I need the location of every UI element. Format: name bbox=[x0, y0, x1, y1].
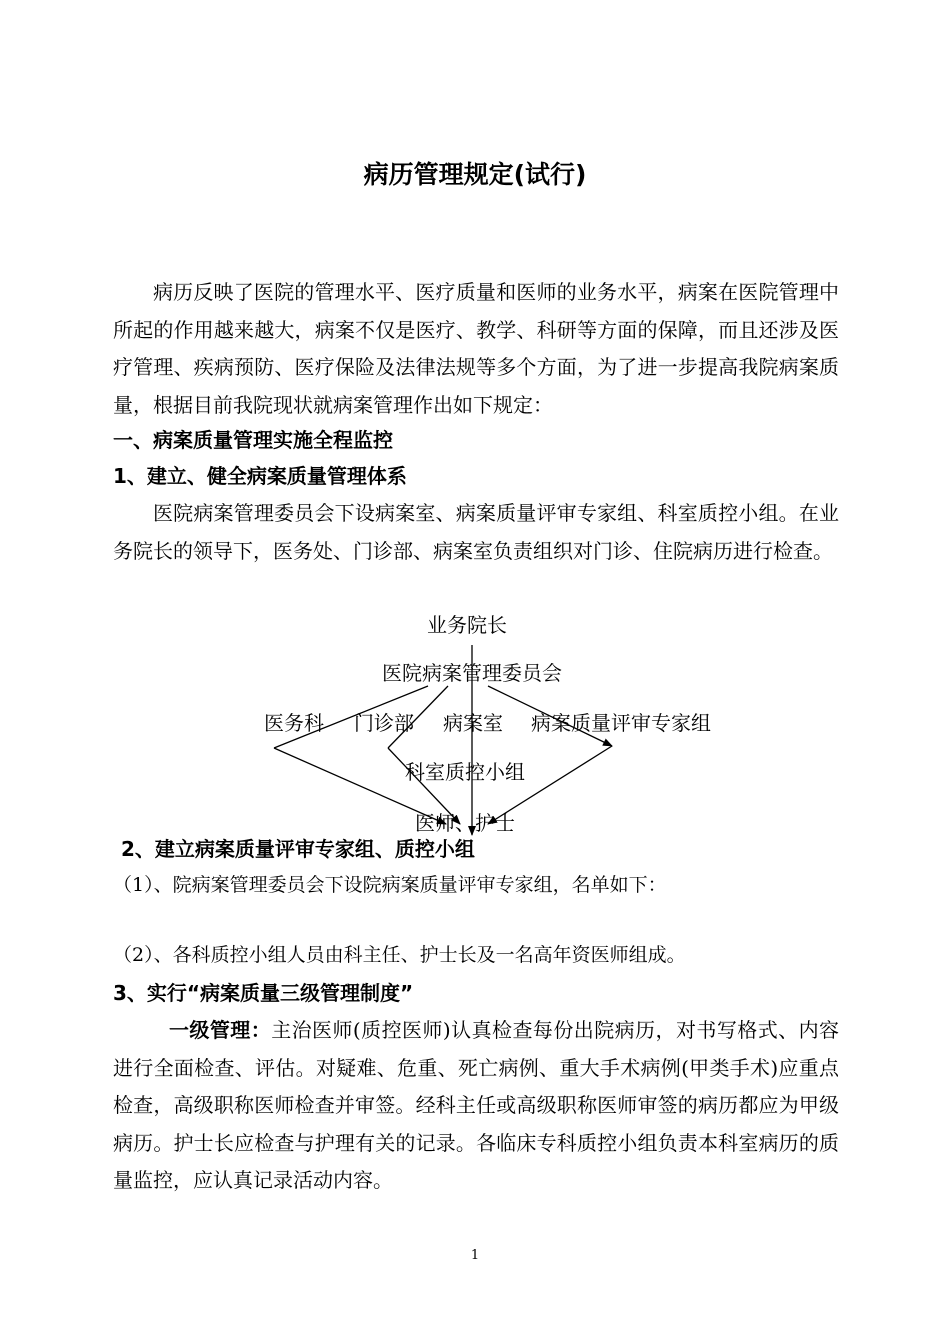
item-2-sub-1: （1）、院病案管理委员会下设院病案质量评审专家组，名单如下： bbox=[113, 874, 667, 896]
page-number: 1 bbox=[470, 1248, 480, 1263]
item-1-heading: 1、建立、健全病案质量管理体系 bbox=[113, 464, 407, 488]
level-1-label: 一级管理： bbox=[169, 1018, 272, 1042]
page-title: 病历管理规定(试行) bbox=[363, 160, 587, 189]
org-node-medical-affairs: 医务科 bbox=[264, 711, 324, 735]
level-1-paragraph bbox=[113, 1012, 839, 1200]
item-2-sub-2: （2）、各科质控小组人员由科主任、护士长及一名高年资医师组成。 bbox=[113, 944, 686, 966]
org-node-president: 业务院长 bbox=[427, 613, 507, 637]
intro-paragraph: 病历反映了医院的管理水平、医疗质量和医师的业务水平，病案在医院管理中所起的作用越来越大，病案不仅是医疗、教学、科研等方面的保障，而且还涉及医疗管理、疾病预防、医疗保险及法律法规等多个方面，为了进一步提高我院病案质量，根据目前我院现状就病案管理作出如下规定： bbox=[113, 280, 839, 417]
item-2-heading: 2、建立病案质量评审专家组、质控小组 bbox=[121, 837, 475, 861]
org-node-expert-group: 病案质量评审专家组 bbox=[531, 711, 711, 735]
item-3-heading: 3、实行“病案质量三级管理制度” bbox=[113, 981, 414, 1005]
org-node-doctors-nurses: 医师、护士 bbox=[415, 811, 515, 835]
org-node-records-room: 病案室 bbox=[443, 711, 503, 735]
level-1-text: 主治医师(质控医师)认真检查每份出院病历，对书写格式、内容进行全面检查、评估。对疑难、危重、死亡病例、重大手术病例(甲类手术)应重点检查，高级职称医师检查并审签。经科主任或高级职称医师审签的病历都应为甲级病历。护士长应检查与护理有关的记录。各临床专科质控小组负责本科室病历的质量监控，应认真记录活动内容。 bbox=[113, 1018, 840, 1192]
org-node-dept-qc: 科室质控小组 bbox=[405, 760, 525, 784]
org-node-outpatient: 门诊部 bbox=[354, 711, 414, 735]
item-1-paragraph: 医院病案管理委员会下设病案室、病案质量评审专家组、科室质控小组。在业务院长的领导下，医务处、门诊部、病案室负责组织对门诊、住院病历进行检查。 bbox=[113, 501, 839, 563]
section-1-heading: 一、病案质量管理实施全程监控 bbox=[113, 428, 393, 452]
org-node-committee: 医院病案管理委员会 bbox=[382, 661, 562, 685]
